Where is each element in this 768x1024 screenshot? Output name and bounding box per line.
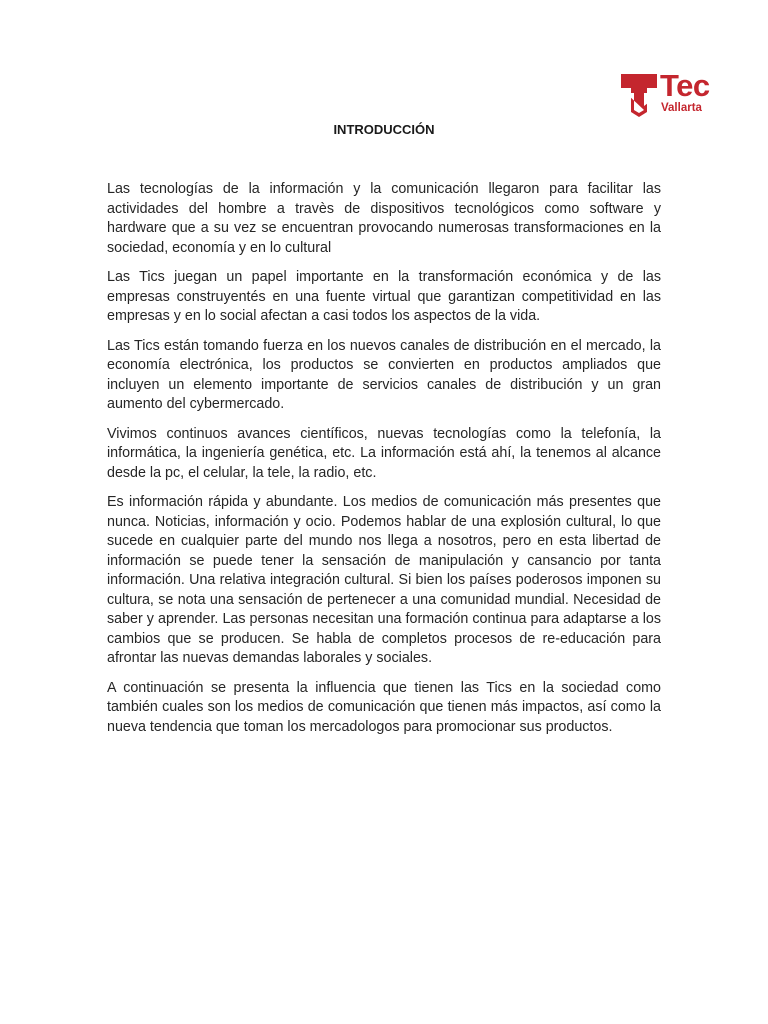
- paragraph: Vivimos continuos avances científicos, nuevas tecnologías como la telefonía, la informática, la ingeniería genética, etc. La información está ahí, la tenemos al alcance desde la pc, el celular, la tele, la radio, etc.: [107, 425, 661, 481]
- document-title: INTRODUCCIÓN: [333, 122, 435, 137]
- paragraph: Las tecnologías de la información y la comunicación llegaron para facilitar las actividades del hombre a travès de dispositivos tecnológicos como software y hardware que a su vez se encuentran provocando numerosas transformaciones en la sociedad, economía y en lo cultural: [107, 181, 661, 256]
- tec-shield-icon: [620, 72, 658, 118]
- paragraph: Es información rápida y abundante. Los medios de comunicación más presentes que nunca. Noticias, información y ocio. Podemos hablar de una explosión cultural, lo que sucede en cualquier parte del mundo nos llega a nosotros, pero en esta libertad de información se puede tener la sensación de manipulación y cansancio por tanta información. Una relativa integración cultural. Si bien los países poderosos imponen su cultura, se nota una sensación de pertenecer a una comunidad mundial. Necesidad de saber y aprender. Las personas necesitan una formación continua para adaptarse a los cambios que se producen. Se habla de completos procesos de re-educación para afrontar las nuevas demandas laborales y sociales.: [107, 494, 661, 666]
- paragraph: Las Tics están tomando fuerza en los nuevos canales de distribución en el mercado, la economía electrónica, los productos se convierten en productos ampliados que incluyen un elemento importante de servicios canales de distribución y un gran aumento del cybermercado.: [107, 337, 661, 412]
- paragraph: A continuación se presenta la influencia que tienen las Tics en la sociedad como también cuales son los medios de comunicación que tienen más impactos, así como la nueva tendencia que toman los mercadologos para promocionar sus productos.: [107, 679, 661, 735]
- logo-brand: Tec: [660, 68, 710, 103]
- tec-vallarta-logo: [620, 70, 730, 120]
- paragraph: Las Tics juegan un papel importante en la transformación económica y de las empresas construyentés en una fuente virtual que garantizan competitividad en las empresas y en lo social afectan a casi todos los aspectos de la vida.: [107, 269, 661, 324]
- document-body: [107, 180, 661, 747]
- logo-campus: Vallarta: [661, 102, 702, 114]
